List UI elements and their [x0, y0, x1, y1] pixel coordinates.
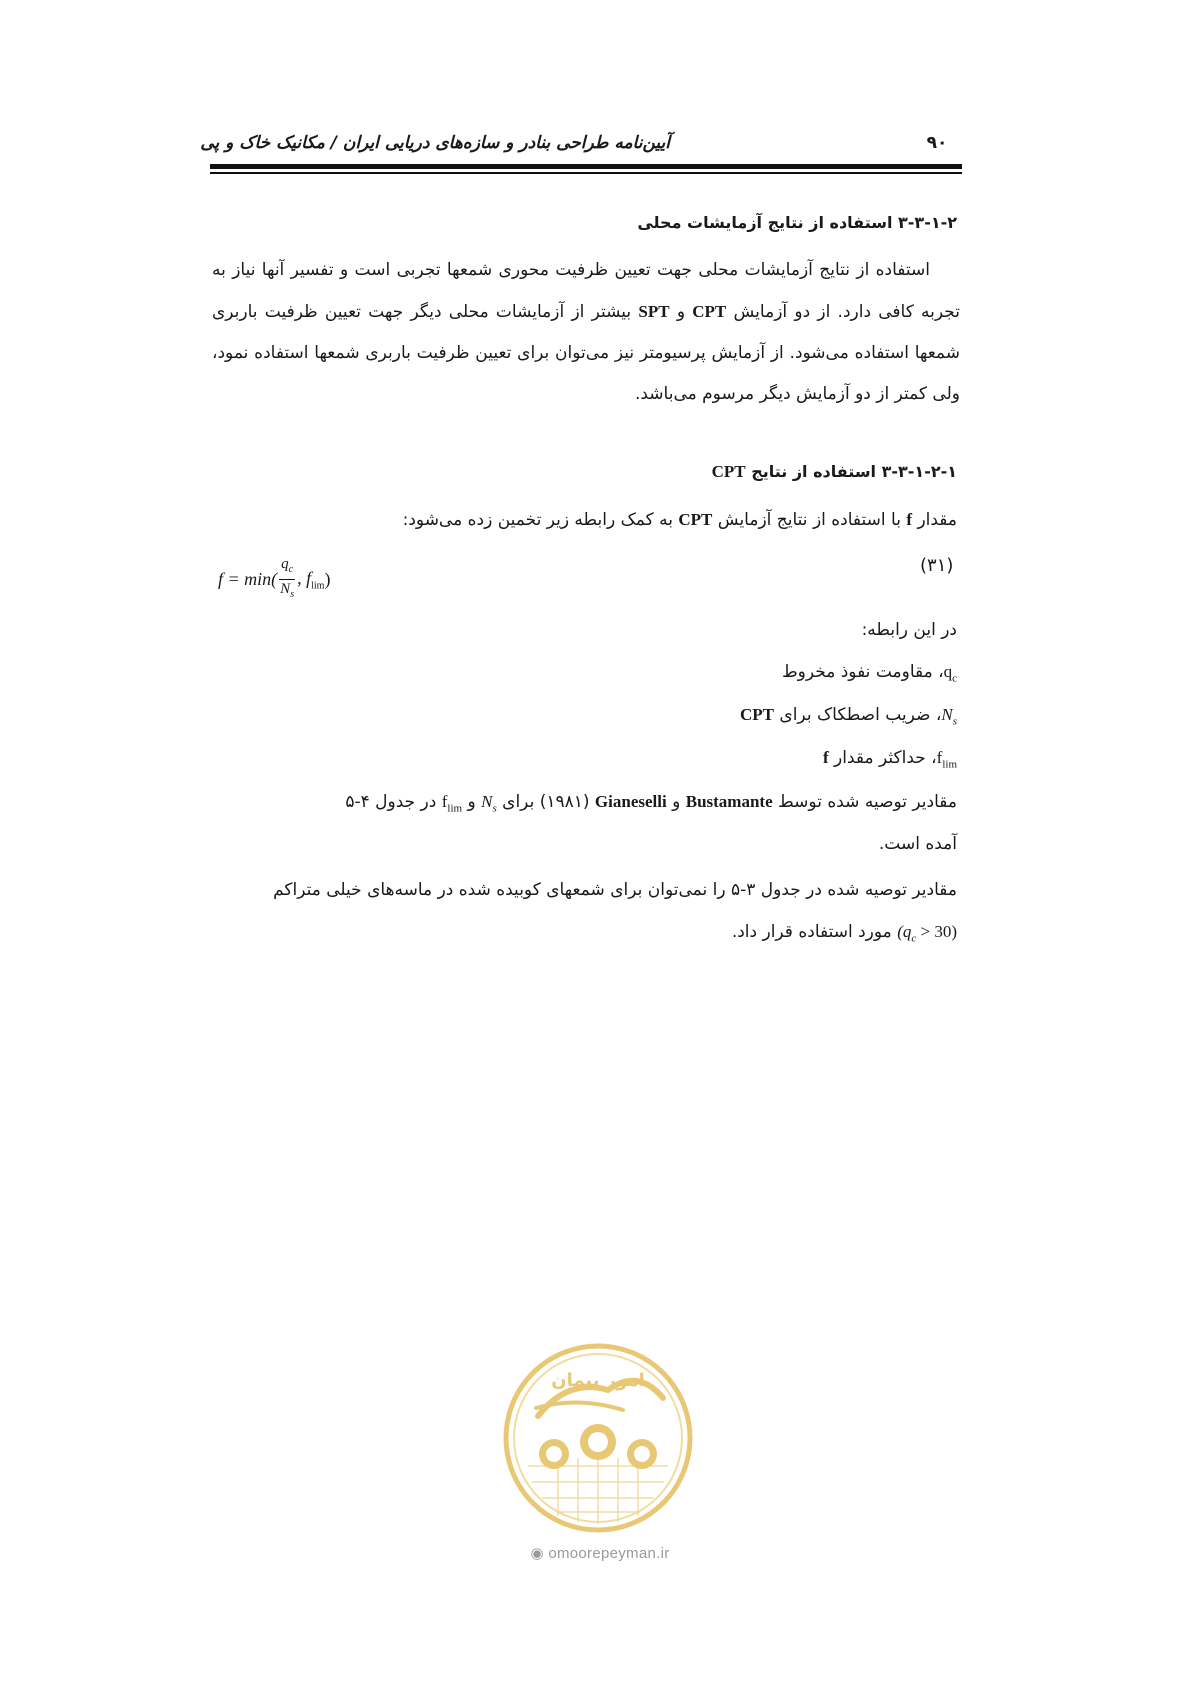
spt-term: SPT: [638, 302, 670, 321]
intro-text-c: به کمک رابطه زیر تخمین زده می‌شود:: [402, 510, 673, 530]
paragraph-text-2: بیشتر از آزمایشات محلی دیگر جهت تعیین ظرفیت باربری شمعها استفاده می‌شود. از آزمایش پرسیومتر نیز می‌توان برای تعیین ظرفیت باربری شمعها استفاده نمود، ولی کمتر از دو آزمایش دیگر مرسوم می‌باشد.: [212, 302, 960, 404]
author-gianeselli: Gianeselli: [594, 792, 667, 811]
year: (۱۹۸۱): [539, 792, 590, 812]
recommendation-line-1: مقادیر توصیه شده توسط Bustamante و Gianeselli (۱۹۸۱) برای $N_s$ و $f_{lim}$ در جدول ۴-۵: [345, 792, 957, 815]
qc-condition: $(q_c > 30)$: [897, 922, 957, 945]
page-number: ۹۰: [926, 133, 948, 153]
definition-flim: [823, 748, 957, 770]
cpt-term: CPT: [692, 302, 727, 321]
equation-denominator: $N_s$: [280, 581, 295, 600]
globe-icon: ◉: [530, 1545, 549, 1562]
qc-description: ، مقاومت نفوذ مخروط: [781, 662, 944, 682]
watermark-url: ◉ omoorepeyman.ir: [530, 1545, 670, 1562]
equation-31: [218, 555, 330, 604]
definition-qc: [782, 662, 957, 684]
recommendation2-line-1: مقادیر توصیه شده در جدول ۳-۵ را نمی‌توان برای شمعهای کوبیده شده در ماسه‌های خیلی متراکم: [273, 880, 957, 900]
qc-symbol: $q_c$: [943, 662, 957, 685]
author-bustamante: Bustamante: [685, 792, 773, 811]
table-ref: در جدول ۴-۵: [345, 792, 437, 812]
definition-ns: [740, 705, 957, 727]
recommendation-line-2: آمده است.: [878, 834, 957, 854]
flim-description: ، حداکثر مقدار: [834, 748, 937, 768]
intro-line: [403, 510, 957, 530]
equation-number: (۳۱): [920, 555, 954, 576]
and-word: و: [676, 302, 686, 322]
ns-symbol: $N_s$: [941, 705, 957, 728]
intro-f-symbol: f: [906, 510, 913, 529]
equation-fraction: [279, 555, 295, 604]
where-label: در این رابطه:: [861, 620, 957, 640]
recommendation2-line-2: $(q_c > 30)$ مورد استفاده قرار داد.: [731, 922, 957, 945]
watermark-logo-text: امور پیمان: [551, 1370, 645, 1391]
intro-cpt-term: CPT: [678, 510, 713, 529]
ns-description: ، ضریب اصطکاک برای: [779, 705, 942, 725]
header-rule-thin: [210, 172, 962, 174]
flim-ref: $f_{lim}$: [441, 792, 463, 815]
paragraph-text-1: استفاده از نتایج آزمایشات محلی جهت تعیین ظرفیت محوری شمعها تجربی است و تفسیر آنها نیاز به تجربه کافی دارد. از دو آزمایش: [212, 260, 960, 322]
flim-symbol: $f_{lim}$: [936, 748, 957, 771]
section-heading-local-tests: ۳-۳-۱-۲ استفاده از نتایج آزمایشات محلی: [637, 213, 957, 232]
equation-numerator: $q_c$: [279, 555, 295, 580]
intro-text-b: با استفاده از نتایج آزمایش: [717, 510, 901, 530]
equation-end: ): [324, 569, 331, 589]
equation-lhs: f = min(: [218, 569, 278, 589]
equation-mid: , $f_{lim}$: [297, 567, 325, 592]
section-heading-cpt-text: ۳-۳-۱-۲-۱ استفاده از نتایج: [751, 462, 957, 481]
ns-cpt-term: CPT: [740, 705, 774, 724]
running-header-title: آیین‌نامه طراحی بنادر و سازه‌های دریایی ایران / مکانیک خاک و پی: [200, 133, 670, 153]
paragraph-local-tests: [212, 250, 960, 415]
section-heading-cpt-term: CPT: [711, 462, 746, 481]
header-rule-thick: [210, 164, 962, 169]
section-heading-cpt: [712, 462, 957, 482]
intro-text-a: مقدار: [917, 510, 957, 530]
watermark-logo: [498, 1338, 698, 1538]
flim-f-term: f: [822, 748, 829, 767]
ns-ref: $N_s$: [481, 792, 497, 815]
